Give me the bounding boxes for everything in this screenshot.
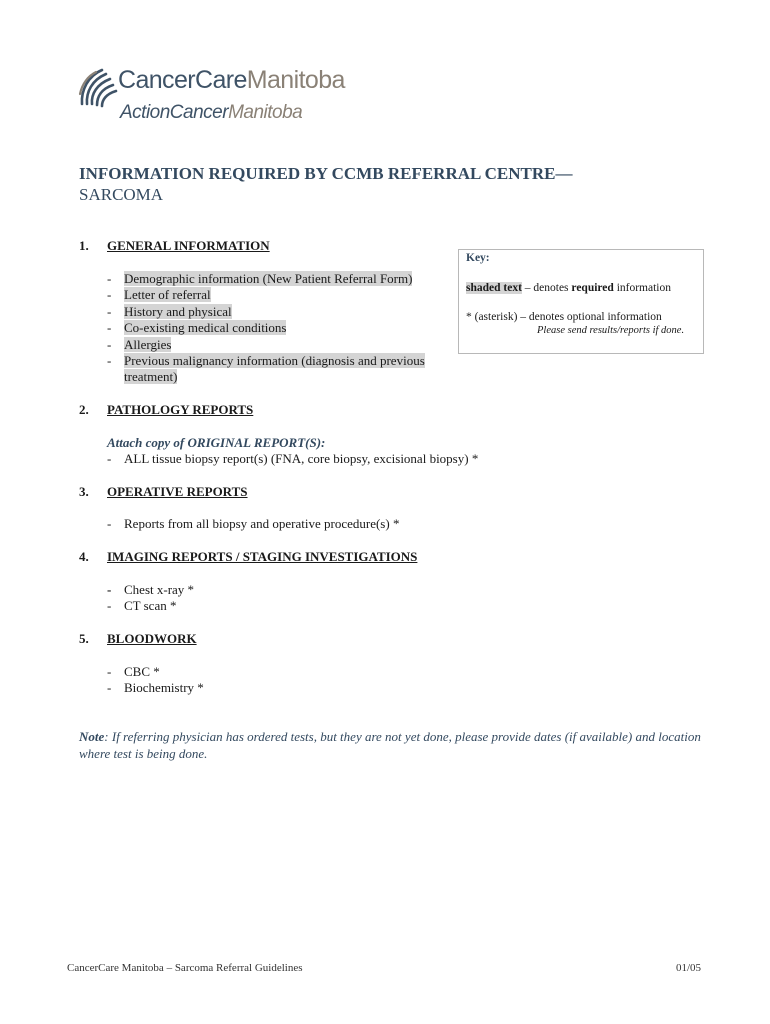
list-item: Chest x-ray * — [124, 582, 195, 597]
page-title: INFORMATION REQUIRED BY CCMB REFERRAL CENTRE— — [79, 164, 573, 183]
note-paragraph: Note: If referring physician has ordered tests, but they are not yet done, please provide dates (if available) and location where test is being done. — [79, 729, 701, 761]
list-item: History and physical — [124, 304, 232, 319]
list-dash: - — [107, 451, 112, 466]
list-item: CBC * — [124, 664, 160, 679]
list-dash: - — [107, 582, 112, 597]
list-dash: - — [107, 304, 112, 319]
page-subtitle: SARCOMA — [79, 185, 164, 204]
footer-page-code: 01/05 — [676, 962, 702, 974]
list-item: CT scan * — [124, 598, 177, 613]
logo-sub-wordmark: ActionCancerManitoba — [120, 102, 303, 123]
list-dash: - — [107, 320, 112, 335]
list-dash: - — [107, 664, 112, 679]
key-shaded-line: shaded text – denotes required information — [466, 282, 671, 294]
list-item: Co-existing medical conditions — [124, 320, 287, 335]
key-title: Key: — [466, 252, 490, 264]
list-item: Biochemistry * — [124, 680, 204, 695]
list-item: ALL tissue biopsy report(s) (FNA, core biopsy, excisional biopsy) * — [124, 451, 479, 466]
section-number: 1. — [79, 238, 89, 253]
list-dash: - — [107, 271, 112, 286]
key-asterisk-note: Please send results/reports if done. — [537, 325, 685, 336]
pathology-intro: Attach copy of ORIGINAL REPORT(S): — [107, 435, 326, 450]
section-number: 2. — [79, 402, 89, 417]
cancercare-logo-icon — [78, 64, 118, 108]
section-number: 3. — [79, 484, 89, 499]
list-dash: - — [107, 353, 112, 368]
section-heading-bloodwork: BLOODWORK — [107, 631, 197, 646]
list-item: Letter of referral — [124, 287, 211, 302]
list-item: Reports from all biopsy and operative procedure(s) * — [124, 516, 400, 531]
list-dash: - — [107, 287, 112, 302]
section-heading-general: GENERAL INFORMATION — [107, 238, 270, 253]
section-heading-imaging: IMAGING REPORTS / STAGING INVESTIGATIONS — [107, 549, 418, 564]
section-heading-operative: OPERATIVE REPORTS — [107, 484, 248, 499]
list-item: Allergies — [124, 337, 172, 352]
key-box — [458, 249, 704, 354]
list-dash: - — [107, 516, 112, 531]
section-number: 4. — [79, 549, 89, 564]
list-dash: - — [107, 598, 112, 613]
list-item: Previous malignancy information (diagnosis and previous — [124, 353, 425, 368]
footer-left: CancerCare Manitoba – Sarcoma Referral Guidelines — [67, 962, 303, 974]
key-asterisk-line: * (asterisk) – denotes optional information — [466, 311, 662, 323]
section-number: 5. — [79, 631, 89, 646]
list-dash: - — [107, 680, 112, 695]
list-item: Demographic information (New Patient Referral Form) — [124, 271, 413, 286]
list-dash: - — [107, 337, 112, 352]
section-heading-pathology: PATHOLOGY REPORTS — [107, 402, 254, 417]
logo-wordmark: CancerCareManitoba — [118, 66, 345, 94]
list-item-continuation: treatment) — [124, 369, 178, 384]
